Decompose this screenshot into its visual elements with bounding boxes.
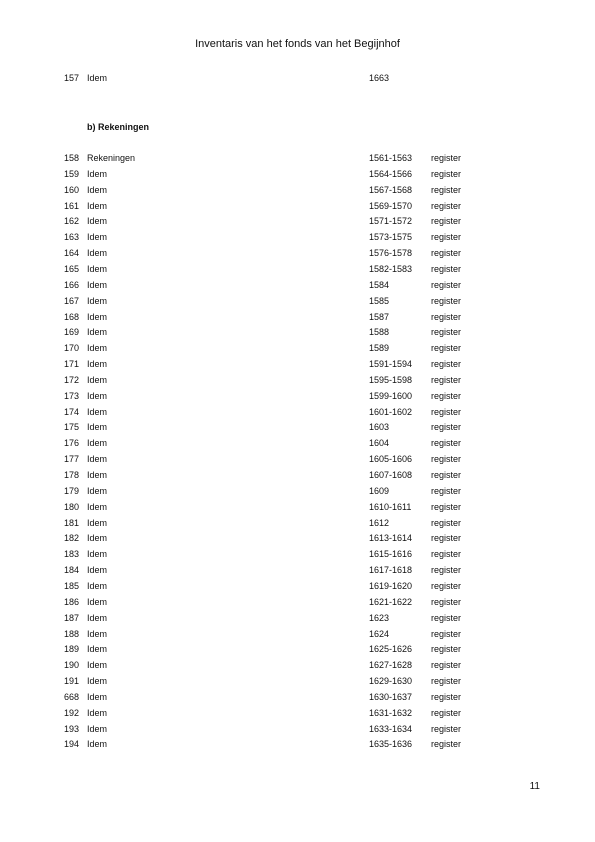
entry-period: 1610-1611 bbox=[369, 501, 412, 512]
entry-type: register bbox=[431, 691, 462, 702]
entry-number: 157 bbox=[63, 73, 79, 83]
entry-period: 1589 bbox=[369, 343, 390, 354]
entry-period: 1571-1572 bbox=[369, 216, 413, 227]
entry-number: 185 bbox=[63, 581, 79, 591]
inventory-entry bbox=[0, 531, 595, 545]
entry-number: 188 bbox=[63, 628, 79, 639]
inventory-entry bbox=[0, 627, 595, 641]
entry-period: 1601-1602 bbox=[369, 406, 413, 417]
entry-period: 1587 bbox=[369, 311, 390, 322]
inventory-entry bbox=[0, 500, 595, 514]
page-header: Inventaris van het fonds van het Begijnhof bbox=[195, 38, 400, 50]
entry-period: 1615-1616 bbox=[369, 549, 413, 560]
entry-type: register bbox=[431, 612, 462, 623]
entry-type: register bbox=[431, 216, 462, 227]
entry-title: Idem bbox=[87, 406, 108, 417]
entry-title: Idem bbox=[87, 676, 108, 686]
inventory-entry bbox=[0, 547, 595, 561]
entry-period: 1619-1620 bbox=[369, 581, 413, 591]
entry-title: Idem bbox=[87, 470, 108, 480]
entry-type: register bbox=[431, 343, 462, 354]
entry-number: 160 bbox=[63, 184, 79, 195]
entry-number: 187 bbox=[63, 612, 79, 623]
entry-title: Idem bbox=[87, 200, 108, 211]
entry-period: 1629-1630 bbox=[369, 676, 413, 686]
entry-number: 179 bbox=[63, 485, 79, 496]
entry-type: register bbox=[431, 200, 462, 211]
entry-period: 1605-1606 bbox=[369, 454, 413, 465]
entry-type: register bbox=[431, 660, 462, 671]
inventory-entry bbox=[0, 674, 595, 688]
entry-number: 192 bbox=[63, 707, 79, 718]
entry-title: Idem bbox=[87, 596, 108, 607]
entry-number: 163 bbox=[63, 232, 79, 243]
entry-title: Idem bbox=[87, 168, 108, 179]
entry-period: 1624 bbox=[369, 628, 390, 639]
entry-title: Idem bbox=[87, 311, 108, 322]
entry-period: 1625-1626 bbox=[369, 644, 413, 655]
inventory-entry bbox=[0, 325, 595, 339]
inventory-entry bbox=[0, 452, 595, 466]
entry-period: 1627-1628 bbox=[369, 660, 413, 671]
entry-title: Idem bbox=[87, 263, 108, 274]
entry-title: Idem bbox=[87, 295, 108, 306]
entry-number: 194 bbox=[63, 739, 79, 750]
entry-period: 1630-1637 bbox=[369, 691, 413, 702]
entry-number: 190 bbox=[63, 660, 79, 671]
entry-title: Idem bbox=[87, 343, 108, 354]
entry-title: Idem bbox=[87, 374, 108, 385]
entry-period: 1588 bbox=[369, 327, 390, 338]
entry-period: 1635-1636 bbox=[369, 739, 413, 750]
entry-period: 1621-1622 bbox=[369, 596, 413, 607]
entry-title: Idem bbox=[87, 248, 108, 259]
entry-period: 1663 bbox=[369, 73, 390, 83]
entry-type: register bbox=[431, 168, 462, 179]
entry-type: register bbox=[431, 327, 462, 338]
inventory-entry bbox=[0, 722, 595, 736]
entry-period: 1584 bbox=[369, 279, 390, 290]
entry-title: Rekeningen bbox=[87, 153, 136, 163]
inventory-entry bbox=[0, 294, 595, 308]
inventory-entry bbox=[0, 167, 595, 181]
entry-number: 166 bbox=[63, 279, 79, 290]
entry-type: register bbox=[431, 501, 462, 512]
entry-type: register bbox=[431, 596, 462, 607]
entry-number: 177 bbox=[63, 454, 79, 465]
entry-type: register bbox=[431, 676, 462, 686]
entry-title: Idem bbox=[87, 707, 108, 718]
entry-title: Idem bbox=[87, 184, 108, 195]
entry-title: Idem bbox=[87, 549, 108, 560]
entry-type: register bbox=[431, 723, 462, 734]
inventory-entry bbox=[0, 690, 595, 704]
inventory-entry bbox=[0, 389, 595, 403]
entry-title: Idem bbox=[87, 628, 108, 639]
entry-number: 158 bbox=[63, 153, 79, 163]
entry-period: 1582-1583 bbox=[369, 263, 413, 274]
entry-title: Idem bbox=[87, 533, 108, 544]
entry-title: Idem bbox=[87, 517, 108, 528]
entry-number: 181 bbox=[63, 517, 79, 528]
entry-type: register bbox=[431, 422, 462, 433]
entry-type: register bbox=[431, 485, 462, 496]
entry-type: register bbox=[431, 739, 462, 750]
entry-period: 1631-1632 bbox=[369, 707, 413, 718]
inventory-entry bbox=[0, 405, 595, 419]
entry-period: 1603 bbox=[369, 422, 390, 433]
inventory-entry bbox=[0, 151, 595, 165]
inventory-entry bbox=[0, 436, 595, 450]
entry-title: Idem bbox=[87, 232, 108, 243]
entry-number: 174 bbox=[63, 406, 79, 417]
entry-number: 171 bbox=[63, 359, 79, 369]
entry-period: 1617-1618 bbox=[369, 565, 413, 576]
inventory-entry bbox=[0, 214, 595, 228]
inventory-entry bbox=[0, 706, 595, 720]
entry-type: register bbox=[431, 248, 462, 259]
entry-period: 1591-1594 bbox=[369, 359, 413, 369]
entry-title: Idem bbox=[87, 390, 108, 401]
entry-title: Idem bbox=[87, 501, 108, 512]
inventory-entry bbox=[0, 341, 595, 355]
inventory-entry bbox=[0, 579, 595, 593]
entry-number: 170 bbox=[63, 343, 79, 354]
entry-type: register bbox=[431, 390, 462, 401]
entry-type: register bbox=[431, 454, 462, 465]
entry-type: register bbox=[431, 517, 462, 528]
entry-number: 159 bbox=[63, 168, 79, 179]
entry-number: 161 bbox=[63, 200, 79, 211]
entry-title: Idem bbox=[87, 691, 108, 702]
inventory-entry bbox=[0, 278, 595, 292]
inventory-entry bbox=[0, 246, 595, 260]
entry-type: register bbox=[431, 565, 462, 576]
inventory-entry bbox=[0, 420, 595, 434]
inventory-entry bbox=[0, 563, 595, 577]
section-heading: b) Rekeningen bbox=[87, 122, 150, 132]
entry-title: Idem bbox=[87, 454, 108, 465]
entry-period: 1612 bbox=[369, 517, 390, 528]
entry-title: Idem bbox=[87, 73, 108, 83]
inventory-entry bbox=[0, 658, 595, 672]
entry-title: Idem bbox=[87, 359, 108, 369]
entry-period: 1595-1598 bbox=[369, 374, 413, 385]
entry-period: 1633-1634 bbox=[369, 723, 413, 734]
entry-number: 186 bbox=[63, 596, 79, 607]
entry-number: 183 bbox=[63, 549, 79, 560]
entry-number: 189 bbox=[63, 644, 79, 655]
entry-period: 1613-1614 bbox=[369, 533, 413, 544]
entry-period: 1567-1568 bbox=[369, 184, 413, 195]
entry-type: register bbox=[431, 359, 462, 369]
entry-title: Idem bbox=[87, 739, 108, 750]
entry-title: Idem bbox=[87, 216, 108, 227]
entry-type: register bbox=[431, 549, 462, 560]
inventory-entry bbox=[0, 484, 595, 498]
entry-number: 176 bbox=[63, 438, 79, 449]
entry-period: 1576-1578 bbox=[369, 248, 413, 259]
inventory-entry bbox=[0, 611, 595, 625]
entry-number: 169 bbox=[63, 327, 79, 338]
entry-title: Idem bbox=[87, 565, 108, 576]
inventory-entry bbox=[0, 642, 595, 656]
entry-period: 1561-1563 bbox=[369, 153, 413, 163]
entry-title: Idem bbox=[87, 612, 108, 623]
entry-title: Idem bbox=[87, 644, 108, 655]
entry-number: 162 bbox=[63, 216, 79, 227]
entry-number: 167 bbox=[63, 295, 79, 306]
inventory-entry bbox=[0, 262, 595, 276]
entry-period: 1604 bbox=[369, 438, 390, 449]
entry-period: 1573-1575 bbox=[369, 232, 413, 243]
entry-title: Idem bbox=[87, 485, 108, 496]
entry-type: register bbox=[431, 644, 462, 655]
page-number: 11 bbox=[529, 781, 540, 792]
entry-title: Idem bbox=[87, 660, 108, 671]
entry-period: 1607-1608 bbox=[369, 470, 413, 480]
inventory-entry-157 bbox=[0, 71, 595, 85]
entry-type: register bbox=[431, 406, 462, 417]
entry-number: 180 bbox=[63, 501, 79, 512]
inventory-entry bbox=[0, 310, 595, 324]
entry-title: Idem bbox=[87, 438, 108, 449]
entry-type: register bbox=[431, 707, 462, 718]
entry-number: 668 bbox=[63, 691, 79, 702]
inventory-entry bbox=[0, 737, 595, 751]
entry-number: 165 bbox=[63, 263, 79, 274]
entry-title: Idem bbox=[87, 581, 108, 591]
entry-title: Idem bbox=[87, 422, 108, 433]
entry-number: 164 bbox=[63, 248, 79, 259]
entry-type: register bbox=[431, 311, 462, 322]
inventory-entry bbox=[0, 230, 595, 244]
entry-type: register bbox=[431, 374, 462, 385]
entry-number: 172 bbox=[63, 374, 79, 385]
entry-number: 182 bbox=[63, 533, 79, 544]
entry-period: 1585 bbox=[369, 295, 390, 306]
inventory-entry bbox=[0, 373, 595, 387]
entry-type: register bbox=[431, 470, 462, 480]
entry-type: register bbox=[431, 581, 462, 591]
inventory-entry bbox=[0, 516, 595, 530]
inventory-entry bbox=[0, 468, 595, 482]
entry-period: 1569-1570 bbox=[369, 200, 413, 211]
inventory-entry bbox=[0, 199, 595, 213]
entry-type: register bbox=[431, 279, 462, 290]
entry-type: register bbox=[431, 533, 462, 544]
entry-period: 1599-1600 bbox=[369, 390, 413, 401]
inventory-entry bbox=[0, 183, 595, 197]
entry-title: Idem bbox=[87, 327, 108, 338]
entry-number: 178 bbox=[63, 470, 79, 480]
entry-period: 1623 bbox=[369, 612, 390, 623]
entry-number: 175 bbox=[63, 422, 79, 433]
entry-number: 191 bbox=[63, 676, 79, 686]
inventory-entry bbox=[0, 357, 595, 371]
entry-type: register bbox=[431, 153, 462, 163]
inventory-entry bbox=[0, 595, 595, 609]
entry-type: register bbox=[431, 184, 462, 195]
entry-period: 1609 bbox=[369, 485, 390, 496]
entry-title: Idem bbox=[87, 723, 108, 734]
entry-type: register bbox=[431, 628, 462, 639]
entry-number: 173 bbox=[63, 390, 79, 401]
entry-period: 1564-1566 bbox=[369, 168, 413, 179]
entry-number: 168 bbox=[63, 311, 79, 322]
entry-type: register bbox=[431, 295, 462, 306]
entry-number: 193 bbox=[63, 723, 79, 734]
entry-type: register bbox=[431, 263, 462, 274]
entry-number: 184 bbox=[63, 565, 79, 576]
entry-type: register bbox=[431, 232, 462, 243]
entry-title: Idem bbox=[87, 279, 108, 290]
entry-type: register bbox=[431, 438, 462, 449]
